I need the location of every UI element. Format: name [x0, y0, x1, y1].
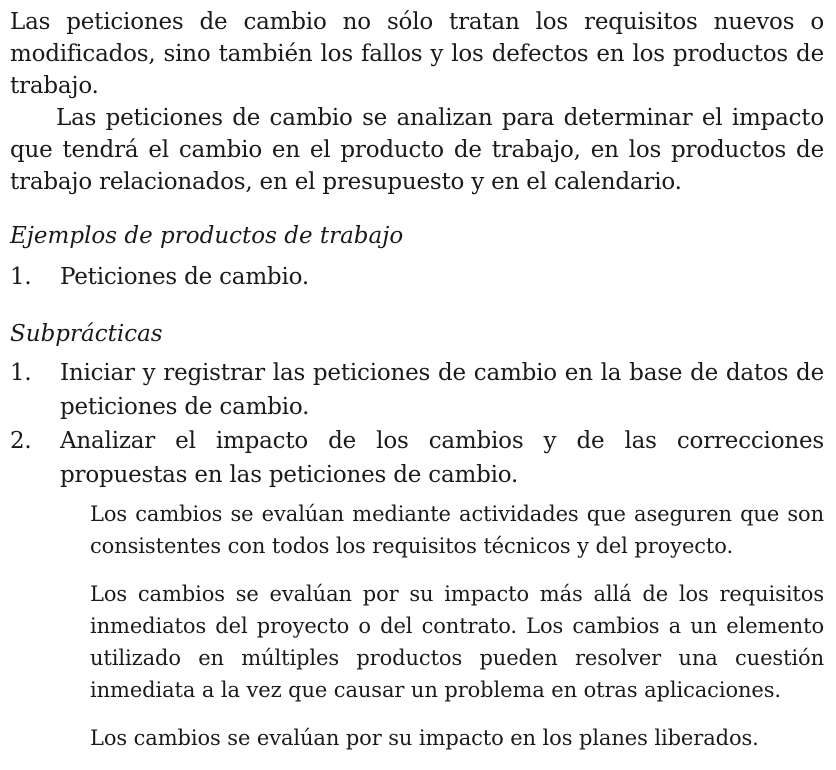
list-item [10, 356, 824, 424]
subpractice-notes [90, 498, 824, 754]
list-item [10, 424, 824, 492]
note-paragraph: Los cambios se evalúan mediante actividades que aseguren que son consistentes con todos los requisitos técnicos y del proyecto. [90, 502, 824, 558]
intro-paragraph-1: Las peticiones de cambio no sólo tratan los requisitos nuevos o modificados, sino también los fallos y los defectos en los productos de trabajo. [10, 9, 824, 99]
list-item-text: Iniciar y registrar las peticiones de cambio en la base de datos de peticiones de cambio. [60, 360, 824, 420]
note-paragraph: Los cambios se evalúan por su impacto en los planes liberados. [90, 726, 759, 750]
list-item-number: 1. [10, 264, 32, 290]
subpractices-heading: Subprácticas [10, 321, 163, 347]
work-products-heading: Ejemplos de productos de trabajo [10, 223, 404, 249]
list-item-number: 2. [10, 428, 32, 454]
document-page [10, 6, 824, 770]
list-item-text: Analizar el impacto de los cambios y de las correcciones propuestas en las peticiones de cambio. [60, 428, 824, 488]
list-item [10, 260, 824, 294]
subpractices-list [10, 356, 824, 492]
work-products-list [10, 260, 824, 294]
list-item-number: 1. [10, 360, 32, 386]
list-item-text: Peticiones de cambio. [60, 264, 309, 290]
intro-paragraph-2: Las peticiones de cambio se analizan para determinar el impacto que tendrá el cambio en el producto de trabajo, en los productos de trabajo relacionados, en el presupuesto y en el calendario. [10, 105, 824, 195]
note-paragraph: Los cambios se evalúan por su impacto más allá de los requisitos inmediatos del proyecto o del contrato. Los cambios a un elemento utilizado en múltiples productos pueden resolver una cuestión inmediata a la vez que causar un problema en otras aplicaciones. [90, 582, 824, 702]
